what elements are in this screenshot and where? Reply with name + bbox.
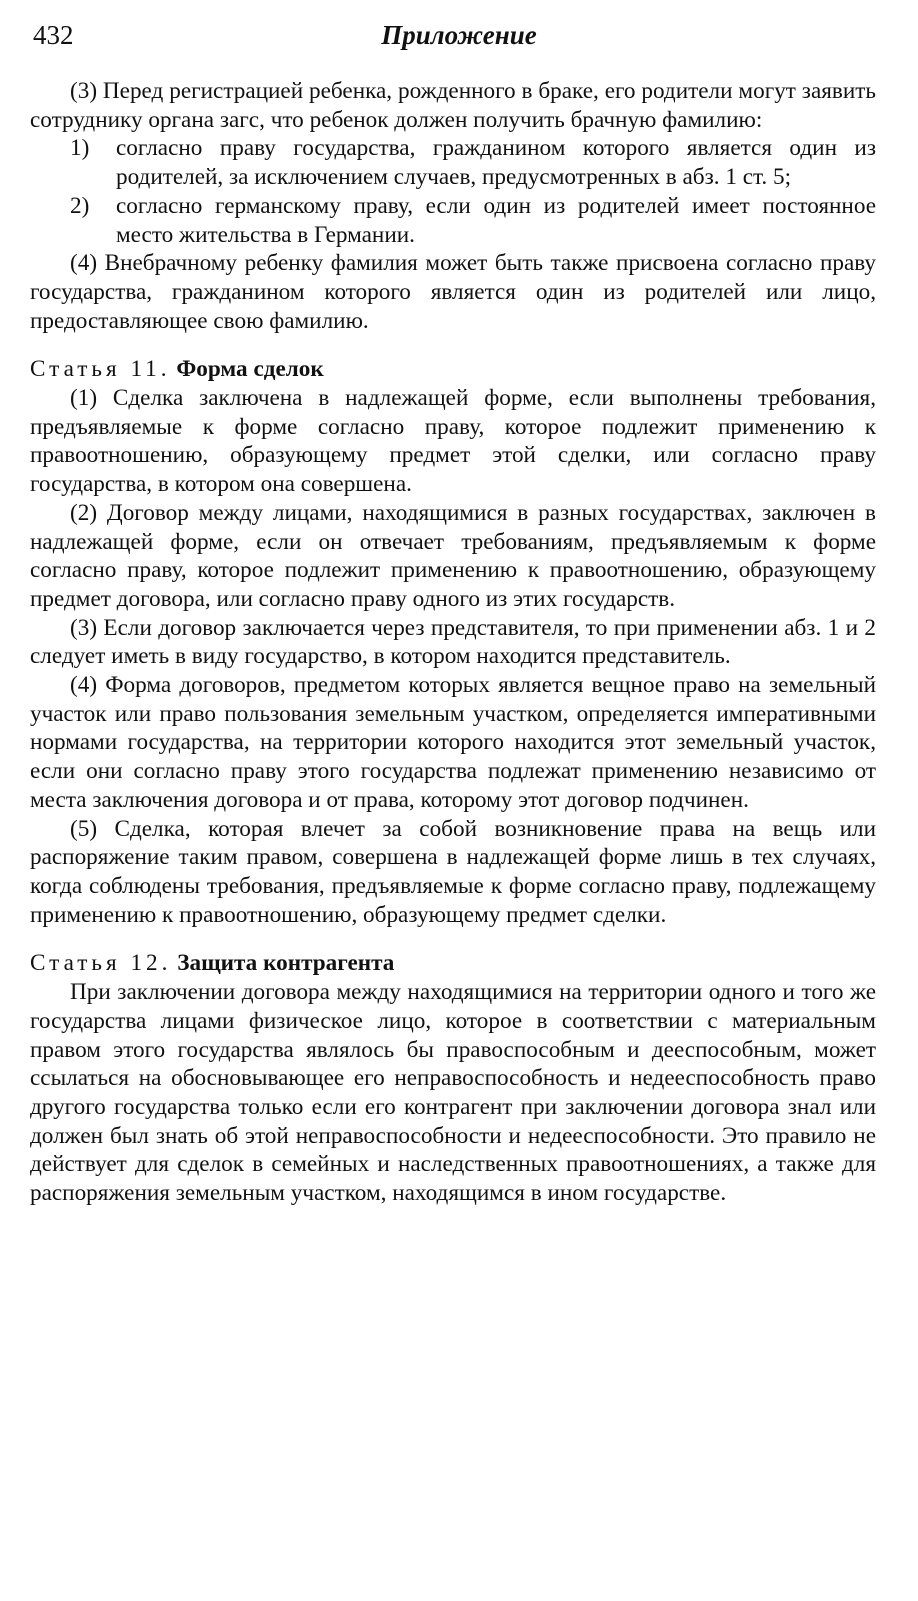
list-item-text: согласно праву государства, гражданином которого является один из родителей, за исключением случаев, предусмотренных в абз. 1 ст. 5; [116,135,876,191]
paragraph: (4) Внебрачному ребенку фамилия может быть также присвоена согласно праву государства, гражданином которого является один из родителей или лицо, предоставляющее свою фамилию. [30,250,876,334]
list-marker: 1) [70,135,90,162]
list-marker: 2) [70,192,90,219]
running-title: Приложение [381,20,537,50]
paragraph: (3) Перед регистрацией ребенка, рожденного в браке, его родители могут заявить сотруднику органа загс, что ребенок должен получить брачную фамилию: [30,78,876,133]
list-item [30,192,876,249]
paragraph: (4) Форма договоров, предметом которых является вещное право на земельный участок или право пользования земельным участком, определяется императивными нормами государства, на территории которого находится этот земельный участок, если они согласно праву этого государства подлежат применению независимо от места заключения договора и от права, которому этот договор подчинен. [30,672,876,813]
page-number: 432 [33,20,74,50]
paragraph: (2) Договор между лицами, находящимися в разных государствах, заключен в надлежащей форме, если он отвечает требованиям, предъявляемым к форме согласно праву, которое подлежит применению к правоотношению, образующему предмет договора, или согласно праву одного из этих государств. [30,499,876,612]
article-title: Защита контрагента [177,950,395,977]
list-item-text: согласно германскому праву, если один из родителей имеет постоянное место жительства в Германии. [116,192,876,248]
paragraph: (3) Если договор заключается через представителя, то при применении абз. 1 и 2 следует иметь в виду государство, в котором находится представитель. [30,614,876,670]
article-label: Статья 11. [30,356,171,383]
article-12-heading [30,949,876,978]
article-label: Статья 12. [30,950,172,977]
article-11-heading [30,355,876,384]
paragraph: При заключении договора между находящимися на территории одного и того же государства лицами физическое лицо, которое в соответствии с материальным правом этого государства являлось бы правоспособным и дееспособным, может ссылаться на обосновывающее его неправоспособность и недееспособность право другого государства только если его контрагент при заключении договора знал или должен был знать об этой неправоспособности и недееспособности. Это правило не действует для сделок в семейных и наследственных правоотношениях, а также для распоряжения земельным участком, находящимся в ином государстве. [30,979,876,1207]
article-title: Форма сделок [176,356,324,383]
paragraph: (1) Сделка заключена в надлежащей форме, если выполнены требования, предъявляемые к форме согласно праву, которое подлежит применению к правоотношению, образующему предмет этой сделки, или согласно праву государства, в котором она совершена. [30,385,876,498]
page-body [30,77,876,1208]
list-item [30,134,876,191]
paragraph: (5) Сделка, которая влечет за собой возникновение права на вещь или распоряжение таким правом, совершена в надлежащей форме лишь в тех случаях, когда соблюдены требования, предъявляемые к форме согласно праву, подлежащему применению к правоотношению, образующему предмет сделки. [30,815,876,928]
